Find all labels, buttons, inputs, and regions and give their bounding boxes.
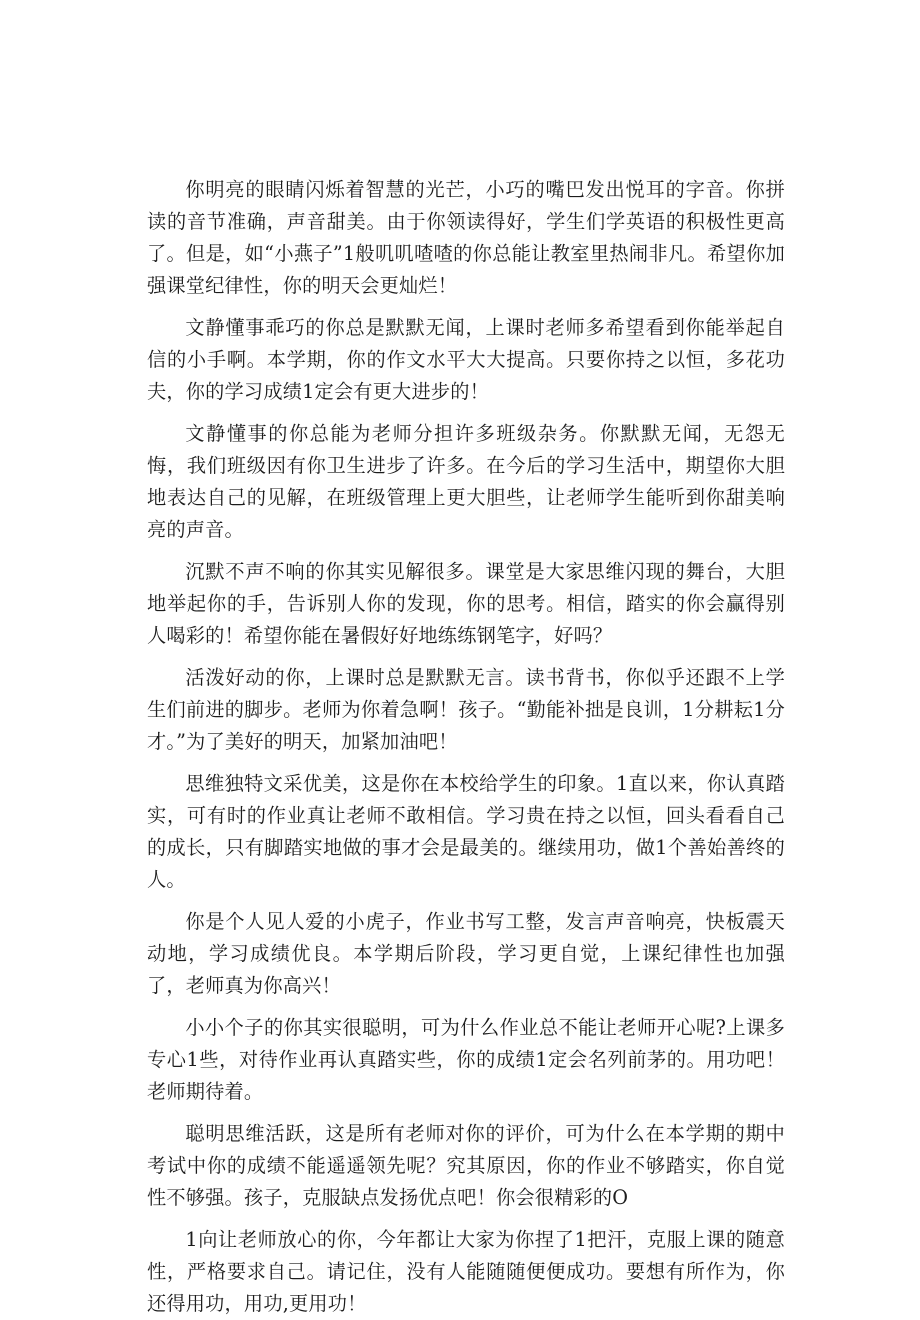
comment-paragraph: 1向让老师放心的你，今年都让大家为你捏了1把汗，克服上课的随意性，严格要求自己。请记住，没有人能随随便便成功。要想有所作为，你还得用功，用功,更用功！: [147, 1228, 785, 1315]
comment-paragraph: 文静懂事的你总能为老师分担许多班级杂务。你默默无闻，无怨无悔，我们班级因有你卫生进步了许多。在今后的学习生活中，期望你大胆地表达自己的见解，在班级管理上更大胆些，让老师学生能听到你甜美响亮的声音。: [147, 422, 785, 541]
document-body: [147, 174, 785, 1320]
comment-paragraph: 文静懂事乖巧的你总是默默无闻，上课时老师多希望看到你能举起自信的小手啊。本学期，你的作文水平大大提高。只要你持之以恒，多花功夫，你的学习成绩1定会有更大进步的！: [147, 316, 785, 403]
comment-paragraph: 沉默不声不响的你其实见解很多。课堂是大家思维闪现的舞台，大胆地举起你的手，告诉别人你的发现，你的思考。相信，踏实的你会赢得别人喝彩的！希望你能在暑假好好地练练钢笔字，好吗？: [147, 560, 785, 647]
comment-paragraph: 你明亮的眼睛闪烁着智慧的光芒，小巧的嘴巴发出悦耳的字音。你拼读的音节准确，声音甜美。由于你领读得好，学生们学英语的积极性更高了。但是，如“小燕子”1般叽叽喳喳的你总能让教室里热闹非凡。希望你加强课堂纪律性，你的明天会更灿烂！: [147, 178, 785, 297]
comment-paragraph: 活泼好动的你，上课时总是默默无言。读书背书，你似乎还跟不上学生们前进的脚步。老师为你着急啊！孩子。“勤能补拙是良训，1分耕耘1分才。”为了美好的明天，加紧加油吧！: [147, 666, 785, 753]
comment-paragraph: 思维独特文采优美，这是你在本校给学生的印象。1直以来，你认真踏实，可有时的作业真让老师不敢相信。学习贵在持之以恒，回头看看自己的成长，只有脚踏实地做的事才会是最美的。继续用功，做1个善始善终的人。: [147, 772, 785, 891]
comment-paragraph: 聪明思维活跃，这是所有老师对你的评价，可为什么在本学期的期中考试中你的成绩不能遥遥领先呢？究其原因，你的作业不够踏实，你自觉性不够强。孩子，克服缺点发扬优点吧！你会很精彩的O: [147, 1122, 785, 1209]
comment-paragraph: 你是个人见人爱的小虎子，作业书写工整，发言声音响亮，快板震天动地，学习成绩优良。本学期后阶段，学习更自觉，上课纪律性也加强了，老师真为你高兴！: [147, 910, 785, 997]
comment-paragraph: 小小个子的你其实很聪明，可为什么作业总不能让老师开心呢?上课多专心1些，对待作业再认真踏实些，你的成绩1定会名列前茅的。用功吧！老师期待着。: [147, 1016, 785, 1103]
